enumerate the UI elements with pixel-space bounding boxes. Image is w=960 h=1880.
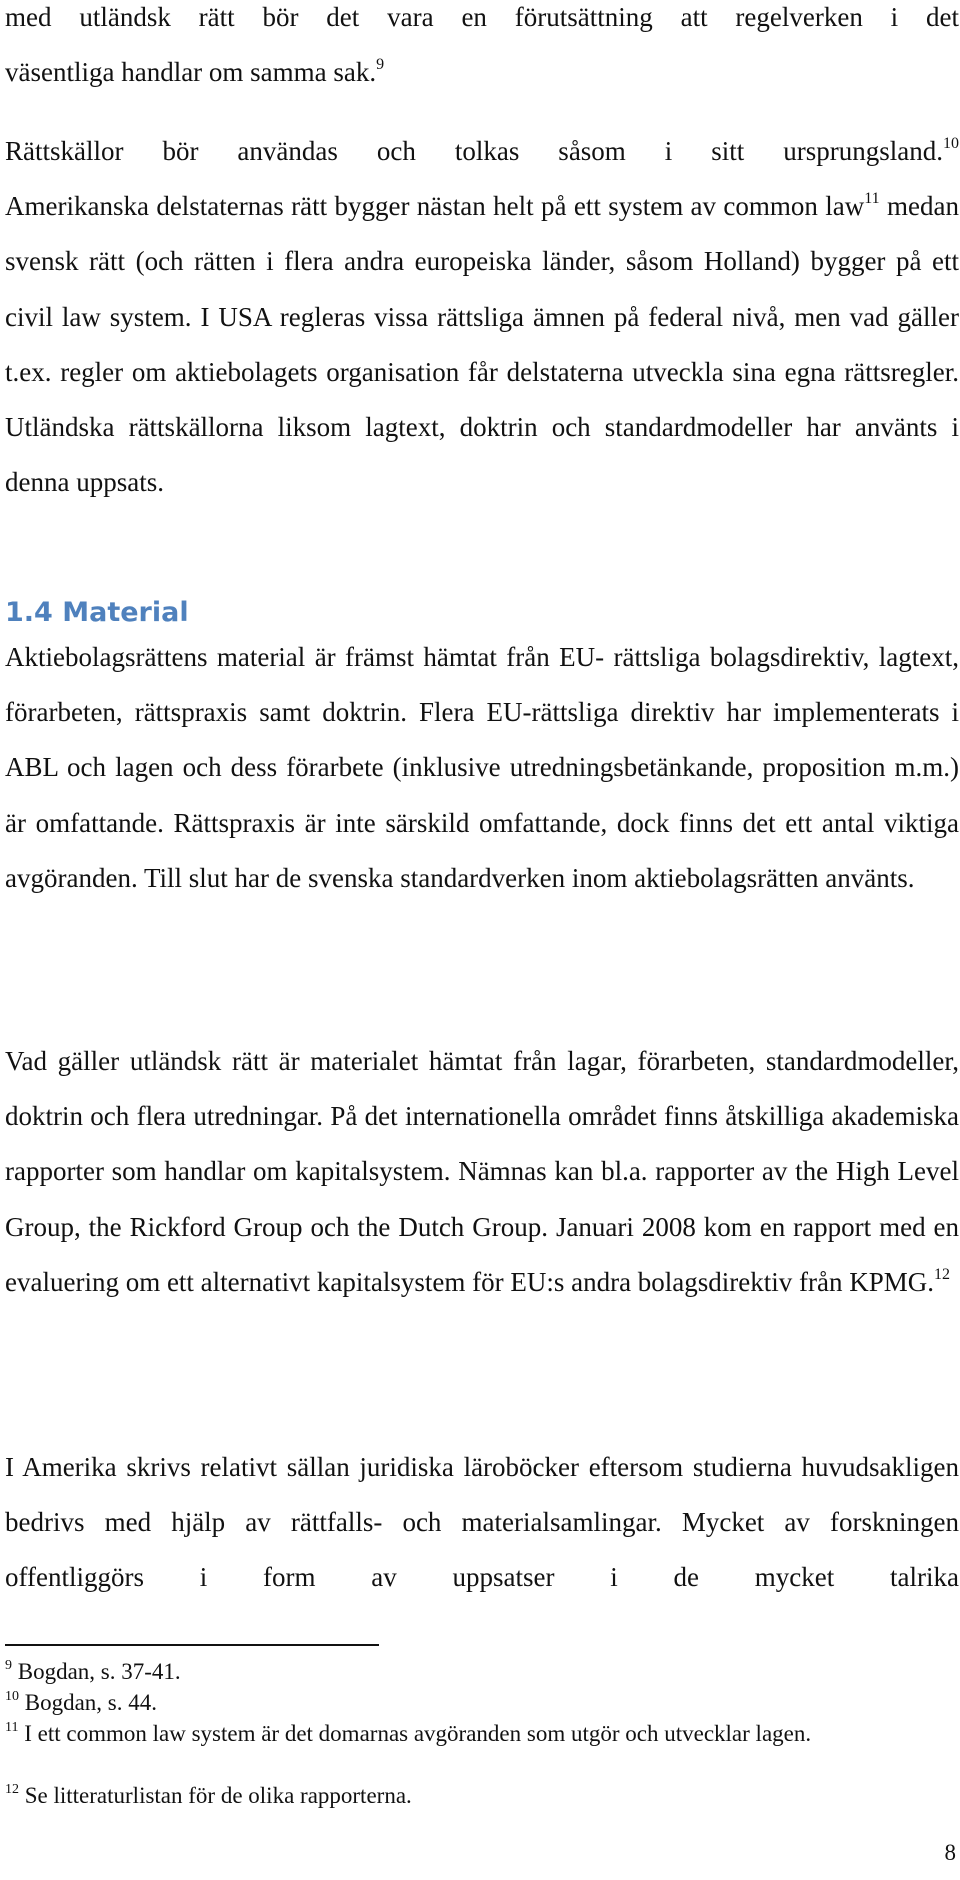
paragraph-line: med utländsk rätt bör det vara en förutsättning att regelverken i det [5, 2, 959, 32]
footnote-ref: 11 [864, 190, 880, 208]
page-number: 8 [944, 1840, 956, 1865]
paragraph-text: Rättskällor bör användas och tolkas såsom i sitt ursprungsland.$^{10}$ [5, 135, 959, 166]
footnote: $^9$ Bogdan, s. 37-41. [5, 1658, 181, 1684]
footnote-number: 9 [5, 1658, 12, 1674]
paragraph: Vad gäller utländsk rätt är materialet hämtat från lagar, förarbeten, standardmodeller, doktrin och flera utredningar. På det internationella området finns åtskilliga akademiska rapporter som handlar om kapitalsystem. Nämnas kan bl.a. rapporter av the High Level Group, the Rickford Group och the Dutch Group. Januari 2008 kom en rapport med en evaluering om ett alternativt kapitalsystem för EU:s andra bolagsdirektiv från KPMG.$^{12}$ [5, 1046, 959, 1297]
paragraph: Aktiebolagsrättens material är främst hämtat från EU- rättsliga bolagsdirektiv, lagtext, förarbeten, rättspraxis samt doktrin. Flera EU-rättsliga direktiv har implementerats i ABL och lagen och dess förarbete (inklusive utredningsbetänkande, proposition m.m.) är omfattande. Rättspraxis är inte särskild omfattande, dock finns det ett antal viktiga avgöranden. Till slut har de svenska standardverken inom aktiebolagsrätten använts. [5, 642, 959, 893]
footnote: $^{11}$ I ett common law system är det domarnas avgöranden som utgör och utvecklar lagen. [5, 1720, 812, 1746]
paragraph [5, 0, 959, 100]
footnote-number: 12 [5, 1782, 19, 1798]
paragraph-line: väsentliga handlar om samma sak.$^9$ [5, 56, 385, 88]
footnote-separator [5, 1644, 379, 1646]
footnote-number: 11 [5, 1720, 19, 1736]
footnote: $^{10}$ Bogdan, s. 44. [5, 1689, 157, 1715]
paragraph: I Amerika skrivs relativt sällan juridiska läroböcker eftersom studierna huvudsakligen bedrivs med hjälp av rättfalls- och materialsamlingar. Mycket av forskningen offentliggörs i form av uppsatser i de mycket talrika [5, 1452, 959, 1593]
paragraph [5, 124, 959, 510]
footnote-ref: 9 [376, 56, 385, 74]
footnote-ref: 12 [934, 1265, 951, 1283]
footnote: $^{12}$ Se litteraturlistan för de olika rapporterna. [5, 1782, 412, 1808]
footnote-ref: 10 [943, 135, 959, 152]
section-heading: 1.4 Material [5, 597, 189, 628]
paragraph-text: Amerikanska delstaternas rätt bygger nästan helt på ett system av common law$^{11}$ medan svensk rätt (och rätten i flera andra europeiska länder, såsom Holland) bygger på ett civil law system. I USA regleras vissa rättsliga ämnen på federal nivå, men vad gäller t.ex. regler om aktiebolagets organisation får delstaterna utveckla sina egna rättsregler. Utländska rättskällorna liksom lagtext, doktrin och standardmodeller har använts i denna uppsats. [5, 190, 959, 498]
footnote-number: 10 [5, 1689, 19, 1705]
